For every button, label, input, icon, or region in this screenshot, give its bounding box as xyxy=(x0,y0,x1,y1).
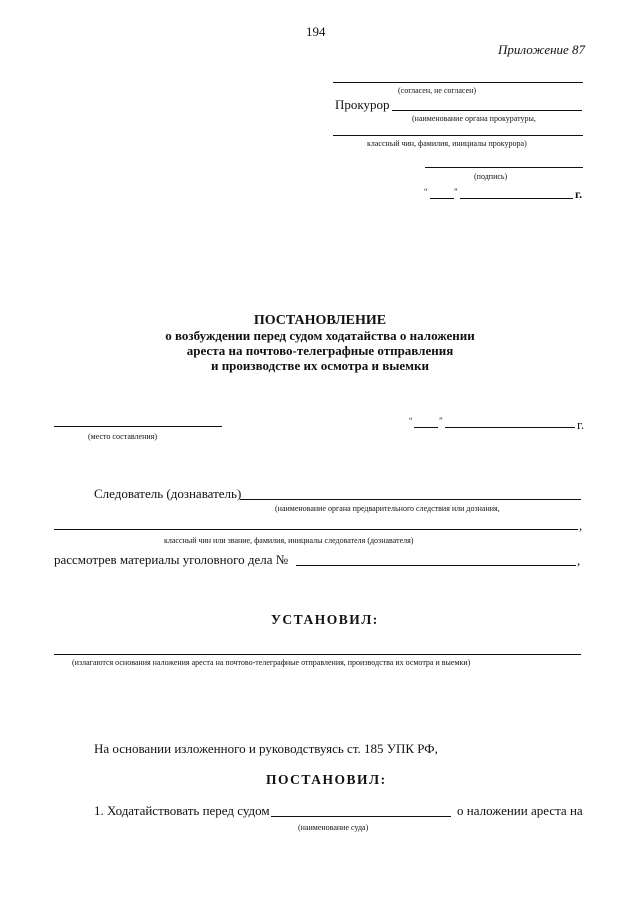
prosecutor-rank-line xyxy=(333,135,583,136)
approval-date-month-line xyxy=(460,198,573,199)
place-line xyxy=(54,426,222,427)
basis-text: На основании изложенного и руководствуясь ст. 185 УПК РФ, xyxy=(94,741,438,756)
page-number: 194 xyxy=(306,24,326,39)
document-subtitle-line-1: о возбуждении перед судом ходатайства о наложении xyxy=(165,328,475,343)
document-subtitle-line-2: ареста на почтово-телеграфные отправления xyxy=(186,343,454,358)
prosecutor-line xyxy=(392,110,582,111)
resolved-item-1-prefix: 1. Ходатайствовать перед судом xyxy=(94,803,270,818)
date-day-line xyxy=(414,427,438,428)
date-open-quote: “ xyxy=(409,416,413,425)
prosecutor-org-caption: (наименование органа прокуратуры, xyxy=(412,114,536,123)
established-heading: УСТАНОВИЛ: xyxy=(271,612,379,627)
document-subtitle-line-3: и производстве их осмотра и выемки xyxy=(210,358,430,373)
resolved-item-1-suffix: о наложении ареста на xyxy=(457,803,583,818)
investigator-org-line xyxy=(240,499,581,500)
approval-date-close-quote: ” xyxy=(454,187,458,196)
investigator-rank-caption: классный чин или звание, фамилия, инициалы следователя (дознавателя) xyxy=(164,536,414,545)
investigator-rank-comma: , xyxy=(579,518,583,533)
prosecutor-label: Прокурор xyxy=(335,97,390,112)
agree-caption: (согласен, не согласен) xyxy=(398,86,477,95)
case-label: рассмотрев материалы уголовного дела № xyxy=(54,552,289,567)
approval-date-open-quote: “ xyxy=(424,187,428,196)
date-year-suffix: г. xyxy=(577,417,585,432)
investigator-rank-line xyxy=(54,529,578,530)
court-name-line xyxy=(271,816,451,817)
case-number-line xyxy=(296,565,576,566)
agree-line xyxy=(333,82,583,83)
approval-date-day-line xyxy=(430,198,454,199)
prosecutor-rank-caption: классный чин, фамилия, инициалы прокурора) xyxy=(367,139,527,148)
case-comma: , xyxy=(577,553,581,568)
investigator-org-caption: (наименование органа предварительного следствия или дознания, xyxy=(275,504,500,513)
approval-year-suffix: г. xyxy=(575,187,583,201)
resolved-heading: ПОСТАНОВИЛ: xyxy=(266,772,387,787)
signature-caption: (подпись) xyxy=(474,172,508,181)
appendix-label: Приложение 87 xyxy=(498,42,586,57)
court-caption: (наименование суда) xyxy=(298,823,369,832)
date-month-line xyxy=(445,427,575,428)
document-title: ПОСТАНОВЛЕНИЕ xyxy=(253,313,387,328)
date-close-quote: ” xyxy=(439,416,443,425)
signature-line xyxy=(425,167,583,168)
investigator-label: Следователь (дознаватель) xyxy=(94,486,242,501)
established-line xyxy=(54,654,581,655)
place-caption: (место составления) xyxy=(88,432,157,441)
established-caption: (излагаются основания наложения ареста на почтово-телеграфные отправления, производства их осмотра и выемки) xyxy=(72,658,471,667)
